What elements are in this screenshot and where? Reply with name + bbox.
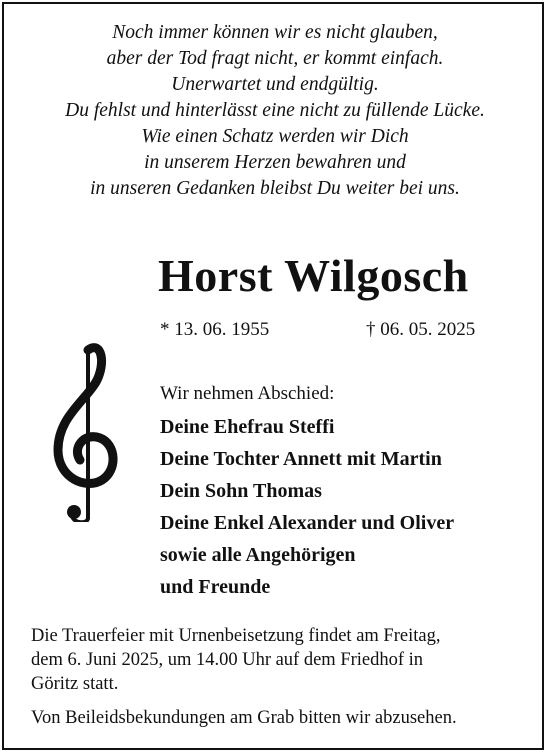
treble-clef-icon [44, 332, 126, 522]
poem [0, 20, 550, 202]
poem-line: Du fehlst und hinterlässt eine nicht zu füllende Lücke. [65, 100, 485, 121]
mourners-list [160, 411, 454, 603]
mourner-line: Deine Enkel Alexander und Oliver [160, 512, 455, 534]
deceased-name: Horst Wilgosch [158, 250, 469, 301]
birth-date: * 13. 06. 1955 [160, 319, 270, 340]
death-date: † 06. 05. 2025 [366, 319, 476, 340]
condolence-note: Von Beileidsbekundungen am Grab bitten wir abzusehen. [31, 708, 457, 728]
poem-line: in unserem Herzen bewahren und [144, 152, 406, 173]
mourner-line: Dein Sohn Thomas [160, 480, 322, 502]
service-line: Göritz statt. [31, 674, 119, 694]
poem-line: in unseren Gedanken bleibst Du weiter bei uns. [90, 178, 460, 199]
poem-line: Noch immer können wir es nicht glauben, [112, 22, 438, 43]
service-line: dem 6. Juni 2025, um 14.00 Uhr auf dem Friedhof in [31, 650, 424, 670]
funeral-service-info [31, 624, 440, 696]
farewell-intro: Wir nehmen Abschied: [160, 383, 335, 404]
mourner-line: sowie alle Angehörigen [160, 544, 356, 566]
poem-line: Wie einen Schatz werden wir Dich [141, 126, 409, 147]
poem-line: aber der Tod fragt nicht, er kommt einfach. [106, 48, 444, 69]
mourner-line: und Freunde [160, 576, 271, 598]
mourner-line: Deine Ehefrau Steffi [160, 416, 335, 438]
mourner-line: Deine Tochter Annett mit Martin [160, 448, 442, 470]
poem-line: Unerwartet und endgültig. [171, 74, 379, 95]
service-line: Die Trauerfeier mit Urnenbeisetzung findet am Freitag, [31, 626, 441, 646]
